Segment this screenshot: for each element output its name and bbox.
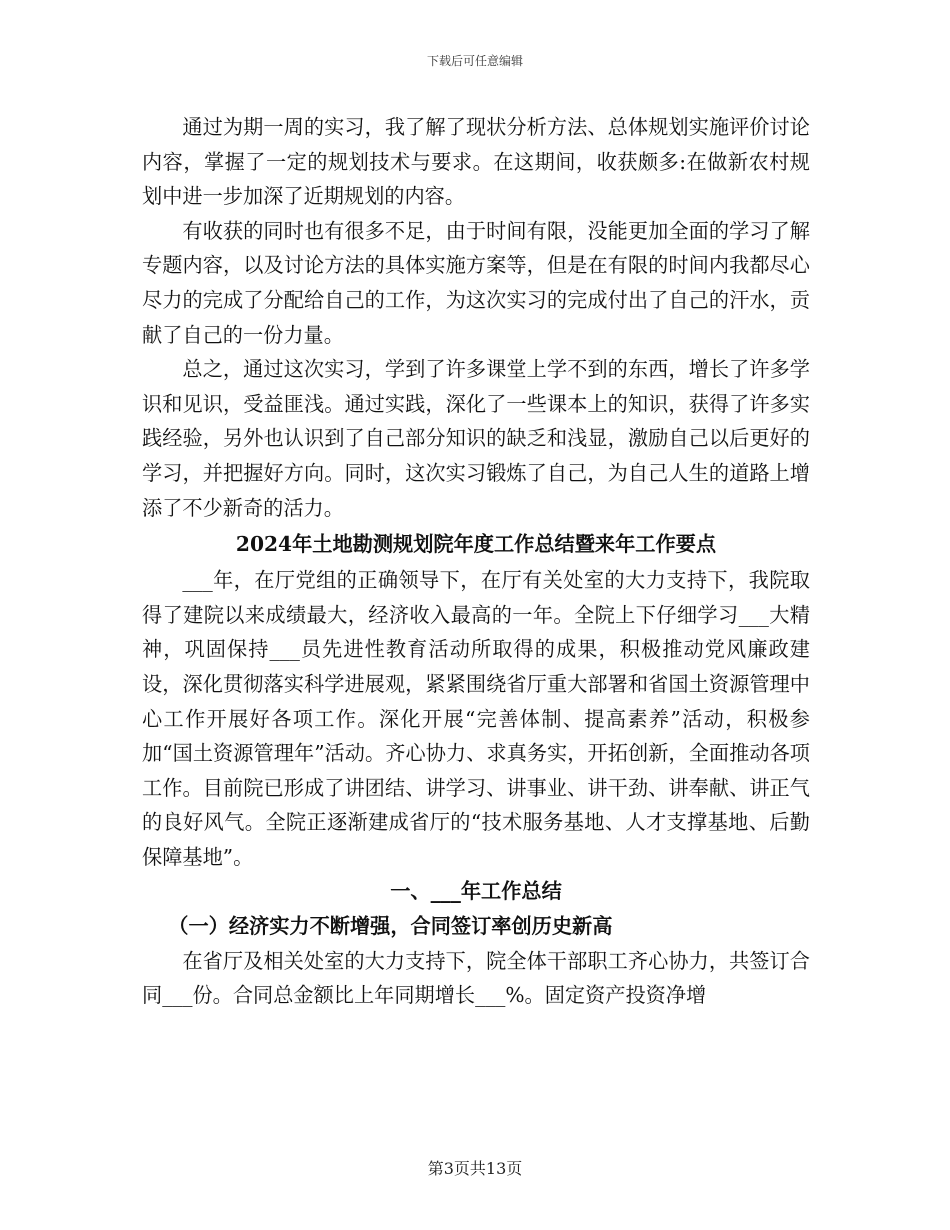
paragraph-shortcomings: 有收获的同时也有很多不足，由于时间有限，没能更加全面的学习了解专题内容，以及讨论方法的具体实施方案等，但是在有限的时间内我都尽心尽力的完成了分配给自己的工作，为这次实习的完成付出了自己的汗水，贡献了自己的一份力量。 xyxy=(142,218,810,347)
header-note: 下载后可任意编辑 xyxy=(426,54,523,68)
page-number: 第3页共13页 xyxy=(427,1159,523,1178)
document-body xyxy=(142,110,810,1013)
document-title: 2024年土地勘测规划院年度工作总结暨来年工作要点 xyxy=(235,532,717,557)
section-heading: 一、___年工作总结 xyxy=(390,879,562,904)
paragraph-conclusion: 总之，通过这次实习，学到了许多课堂上学不到的东西，增长了许多学识和见识，受益匪浅。通过实践，深化了一些课本上的知识，获得了许多实践经验，另外也认识到了自己部分知识的缺乏和浅显，激励自己以后更好的学习，并把握好方向。同时，这次实习锻炼了自己，为自己人生的道路上增添了不少新奇的活力。 xyxy=(142,357,810,520)
subsection-heading: （一）经济实力不断增强，合同签订率创历史新高 xyxy=(168,914,613,939)
paragraph-contracts: 在省厅及相关处室的大力支持下，院全体干部职工齐心协力，共签订合同___份。合同总金额比上年同期增长___%。固定资产投资净增 xyxy=(142,948,810,1008)
paragraph-annual-overview: ___年，在厅党组的正确领导下，在厅有关处室的大力支持下，我院取得了建院以来成绩最大，经济收入最高的一年。全院上下仔细学习___大精神，巩固保持___员先进性教育活动所取得的成果，积极推动党风廉政建设，深化贯彻落实科学进展观，紧紧围绕省厅重大部署和省国土资源管理中心工作开展好各项工作。深化开展“完善体制、提高素养”活动，积极参加“国土资源管理年”活动。齐心协力、求真务实，开拓创新，全面推动各项工作。目前院已形成了讲团结、讲学习、讲事业、讲干劲、讲奉献、讲正气的良好风气。全院正逐渐建成省厅的“技术服务基地、人才支撑基地、后勤保障基地”。 xyxy=(142,568,810,869)
paragraph-internship-summary: 通过为期一周的实习，我了解了现状分析方法、总体规划实施评价讨论内容，掌握了一定的规划技术与要求。在这期间，收获颇多:在做新农村规划中进一步加深了近期规划的内容。 xyxy=(142,115,810,209)
